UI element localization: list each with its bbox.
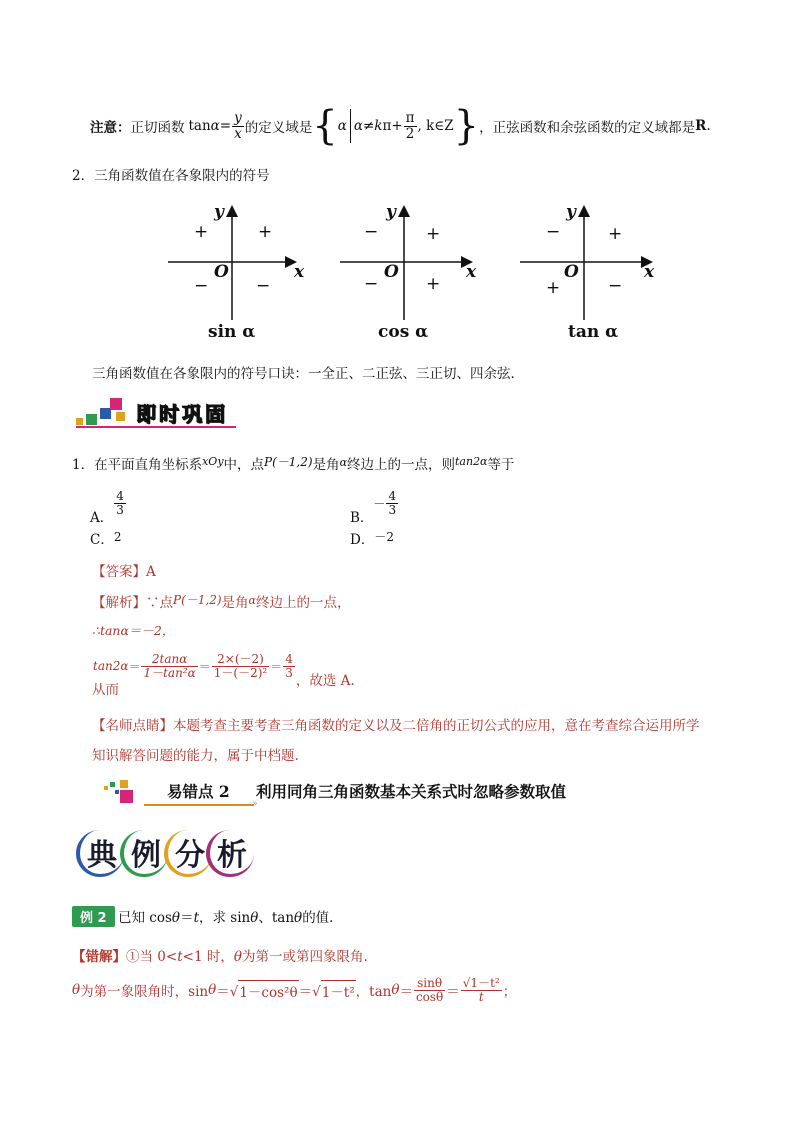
q1-point: P(－1,2) [264, 455, 313, 469]
line-theta: θ [72, 982, 81, 998]
ex-text-a: 已知 cos [118, 910, 172, 926]
note-line [90, 104, 711, 148]
func-label: tan α [568, 322, 619, 342]
line-theta-2: θ [208, 982, 217, 998]
option-c-label: C． [90, 532, 114, 548]
analysis-line1 [92, 591, 350, 611]
y-axis-label: y [214, 202, 224, 222]
error-point-title: 利用同角三角函数基本关系式时忽略参数取值 [256, 782, 567, 801]
wrong-text-a: ①当 0< [126, 949, 178, 965]
origin-label: O [564, 262, 579, 282]
set-bar [350, 109, 351, 143]
option-a[interactable] [90, 480, 127, 526]
example2-text [118, 906, 343, 926]
analysis-tail: ，故选 A. [295, 673, 355, 689]
ex-text-b: ＝ [180, 910, 194, 926]
eq-2: ＝ [198, 659, 211, 674]
wrong-t: t [177, 949, 183, 965]
line-frac-1 [414, 977, 445, 1003]
frac-den: 3 [388, 502, 397, 517]
func-label: cos α [378, 322, 429, 342]
set-alpha: α [337, 118, 347, 134]
line-text-e: ＝ [399, 984, 413, 1000]
q3-sign: − [364, 274, 379, 294]
teacher-line1 [92, 714, 700, 734]
ex-text-e: 的值． [302, 910, 343, 926]
option-b[interactable] [350, 480, 399, 526]
q3-sign: + [546, 278, 561, 298]
dianli-char-4: 析 [206, 830, 254, 877]
option-b-frac [386, 490, 398, 516]
note-eq: = [219, 118, 232, 134]
line-root-2: 1－t² [321, 980, 356, 1001]
analysis-line3 [92, 652, 355, 698]
note-label: 注意： [90, 120, 131, 136]
q1-stem-b: 中，点 [223, 457, 265, 473]
frac-den: 2 [405, 125, 415, 142]
ex-text-d: 、tan [258, 910, 295, 926]
line-text-d: ，tan [355, 984, 392, 1000]
line-text-b: ＝√ [216, 984, 239, 1000]
analysis-text-c: 终边上的一点， [255, 595, 351, 611]
q2-sign: + [194, 222, 209, 242]
line-frac-2 [461, 977, 502, 1003]
ex-theta-2: θ [250, 910, 259, 926]
set-pi: π+ [382, 118, 403, 134]
note-text2: 的定义域是 [244, 120, 313, 136]
q4-sign: − [256, 276, 271, 296]
x-axis-label: x [294, 262, 305, 282]
diagram-tan [520, 200, 660, 350]
sec2-heading: 2．三角函数值在各象限内的符号 [72, 168, 270, 184]
note-text1: 正切函数 [130, 120, 185, 136]
left-brace: { [312, 103, 338, 149]
wrong-label: 【错解】 [72, 949, 126, 965]
q2-sign: − [546, 222, 561, 242]
note-frac-yx [232, 111, 244, 140]
ex-text-c: ，求 sin [199, 910, 251, 926]
line-text-c: ＝√ [298, 984, 321, 1000]
analysis-line2: ∴tanα＝－2， [92, 623, 175, 638]
frac-den: 1－tan²α [143, 665, 196, 680]
dianli-char-1: 典 [76, 830, 124, 877]
note-period: . [706, 118, 711, 134]
frac-den: 3 [116, 502, 124, 517]
q1-stem-c: 是角 [312, 457, 340, 473]
error-point-label: 易错点 2 [167, 782, 230, 801]
frac-3 [283, 653, 295, 679]
analysis-line3-prefix: 从而 [92, 682, 119, 698]
set-k2: , k∈Z [417, 118, 454, 134]
section-title: 即时巩固 [136, 402, 228, 426]
analysis-tan2a: tan2α [93, 659, 129, 673]
set-cond: α≠ [353, 118, 375, 134]
option-c[interactable] [90, 528, 121, 548]
analysis-text-b: 是角 [221, 595, 249, 611]
option-d-value: －2 [374, 530, 394, 544]
analysis-alpha: α [248, 594, 256, 607]
wrong-line2 [72, 970, 516, 1010]
frac-den: cosθ [415, 989, 444, 1004]
analysis-text-a: ∵点 [146, 595, 173, 611]
example-badge: 例 2 [72, 906, 115, 927]
q1-xoy: xOy [202, 455, 224, 468]
frac-den: 3 [285, 665, 293, 680]
q2-sign: − [364, 222, 379, 242]
teacher-line2: 知识解答问题的能力，属于中档题. [92, 748, 299, 764]
x-axis-label: x [644, 262, 655, 282]
eq-1: ＝ [128, 659, 141, 674]
q1-sign: + [426, 224, 441, 244]
analysis-label: 【解析】 [92, 595, 146, 611]
frac-den: t [478, 989, 484, 1004]
note-tan: tan [188, 118, 211, 134]
frac-den: x [234, 125, 242, 142]
diagram-cos [340, 200, 480, 350]
q1-stem-e: 等于 [487, 457, 515, 473]
analysis-point: P(－1,2) [173, 593, 222, 607]
frac-num: 4 [116, 488, 124, 503]
frac-num: π [405, 110, 415, 127]
y-axis-label: y [566, 202, 576, 222]
wrong-text-c: 为第一或第四象限角. [241, 949, 368, 965]
teacher-label: 【名师点睛】 [92, 718, 173, 734]
eq-3: ＝ [270, 659, 283, 674]
func-label: sin α [208, 322, 256, 342]
ex-t: t [193, 910, 199, 926]
wrong-text-b: <1 时， [182, 949, 234, 965]
q1-alpha: α [339, 456, 347, 469]
line-root-1: 1－cos²θ [238, 980, 298, 1001]
option-d-label: D． [350, 532, 375, 548]
frac-den: 1－(－2)² [213, 665, 268, 680]
teacher-text1: 本题考查主要考查三角函数的定义以及二倍角的正切公式的应用，意在考查综合运用所学 [173, 718, 700, 734]
frac-num: y [234, 110, 242, 127]
wrong-theta: θ [233, 949, 242, 965]
q4-sign: − [608, 276, 623, 296]
note-text3: ，正弦函数和余弦函数的定义域都是 [479, 120, 696, 136]
frac-num: 4 [285, 651, 293, 666]
line-theta-3: θ [391, 982, 400, 998]
q1-stem-a: 1．在平面直角坐标系 [72, 457, 203, 473]
frac-num: 4 [388, 488, 397, 503]
q1-tan2a: tan2α [455, 455, 488, 468]
option-b-label: B． [350, 510, 374, 526]
option-a-frac [114, 490, 126, 516]
line-text-f: ＝ [446, 984, 460, 1000]
q1-stem-d: 终边上的一点，则 [347, 457, 455, 473]
note-R: R [695, 118, 707, 134]
mnemonic-text: 三角函数值在各象限内的符号口诀：一全正、二正弦、三正切、四余弦． [92, 366, 524, 382]
error-point-icon: » [104, 778, 264, 808]
dianli-char-3: 分 [164, 830, 212, 877]
origin-label: O [384, 262, 399, 282]
option-b-sign: － [373, 496, 386, 511]
set-k: k [374, 118, 383, 134]
origin-label: O [214, 262, 229, 282]
diagram-sin [168, 200, 308, 350]
frac-num: √1－t² [462, 975, 500, 990]
x-axis-label: x [466, 262, 477, 282]
line-text-a: 为第一象限角时，sin [80, 984, 209, 1000]
frac-num: 2×(－2) [212, 653, 269, 667]
q1-stem [72, 453, 515, 473]
frac-1 [141, 653, 197, 679]
ex-theta-3: θ [294, 910, 303, 926]
q3-sign: − [194, 276, 209, 296]
wrong-line1 [72, 945, 368, 965]
y-axis-label: y [386, 202, 396, 222]
note-alpha: α [210, 118, 220, 134]
line-semicolon: ； [502, 984, 517, 1000]
ex-theta-1: θ [171, 910, 181, 926]
frac-num: sinθ [414, 977, 445, 991]
frac-2 [212, 653, 269, 679]
option-a-label: A． [90, 510, 114, 526]
option-d[interactable] [350, 528, 394, 548]
set-frac-pi2 [404, 111, 417, 140]
option-c-value: 2 [113, 530, 122, 544]
frac-num: 2tanα [141, 653, 197, 667]
answer: 【答案】A [92, 564, 156, 580]
dianli-char-2: 例 [120, 830, 168, 877]
q4-sign: + [426, 274, 441, 294]
q1-sign: + [608, 224, 623, 244]
right-brace: } [453, 103, 480, 149]
q1-sign: + [258, 222, 273, 242]
